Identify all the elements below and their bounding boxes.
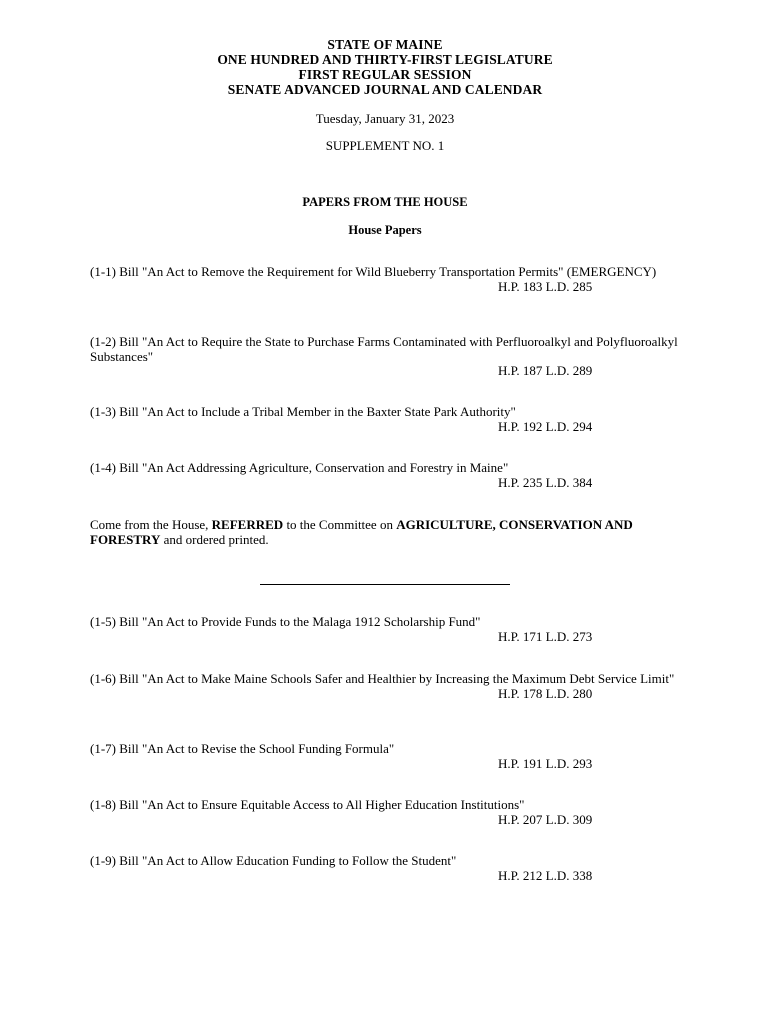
bill-title: (1-6) Bill "An Act to Make Maine Schools Safer and Healthier by Increasing the Maximum Debt Service Limit" bbox=[90, 671, 675, 686]
section-title: PAPERS FROM THE HOUSE bbox=[302, 195, 468, 209]
bill-item bbox=[90, 405, 690, 434]
committee-referral bbox=[90, 517, 690, 547]
bill-item bbox=[90, 798, 690, 827]
bill-reference: H.P. 212 L.D. 338 bbox=[498, 867, 593, 883]
referral-text: to the Committee on bbox=[283, 517, 397, 532]
bill-reference: H.P. 183 L.D. 285 bbox=[498, 278, 593, 294]
bill-reference: H.P. 171 L.D. 273 bbox=[498, 628, 593, 644]
bill-reference: H.P. 178 L.D. 280 bbox=[498, 685, 593, 701]
bill-item bbox=[90, 461, 690, 490]
bill-title: (1-9) Bill "An Act to Allow Education Funding to Follow the Student" bbox=[90, 853, 457, 868]
section-divider bbox=[260, 584, 510, 585]
bill-reference: H.P. 207 L.D. 309 bbox=[498, 811, 593, 827]
supplement-number: SUPPLEMENT NO. 1 bbox=[325, 138, 445, 153]
bill-title: (1-7) Bill "An Act to Revise the School Funding Formula" bbox=[90, 741, 395, 756]
bill-reference: H.P. 191 L.D. 293 bbox=[498, 755, 593, 771]
subsection-title: House Papers bbox=[348, 223, 422, 237]
bill-reference: H.P. 235 L.D. 384 bbox=[498, 474, 593, 490]
bill-title: (1-5) Bill "An Act to Provide Funds to the Malaga 1912 Scholarship Fund" bbox=[90, 614, 481, 629]
bill-title: (1-3) Bill "An Act to Include a Tribal Member in the Baxter State Park Authority" bbox=[90, 404, 516, 419]
referral-text: Come from the House, bbox=[90, 517, 212, 532]
bill-item bbox=[90, 672, 690, 701]
bill-title: (1-8) Bill "An Act to Ensure Equitable Access to All Higher Education Institutions" bbox=[90, 797, 525, 812]
bill-item bbox=[90, 854, 690, 883]
bill-title: (1-1) Bill "An Act to Remove the Requirement for Wild Blueberry Transportation Permits" (EMERGENCY) bbox=[90, 264, 657, 279]
bill-title: (1-2) Bill "An Act to Require the State to Purchase Farms Contaminated with Perfluoroalkyl and Polyfluoroalkyl Substances" bbox=[90, 334, 678, 364]
referral-action: REFERRED bbox=[211, 517, 284, 532]
committee-name: AGRICULTURE, CONSERVATION AND FORESTRY bbox=[90, 517, 633, 547]
bill-title: (1-4) Bill "An Act Addressing Agriculture, Conservation and Forestry in Maine" bbox=[90, 460, 509, 475]
bill-item bbox=[90, 742, 690, 771]
bill-reference: H.P. 187 L.D. 289 bbox=[498, 363, 593, 378]
bill-reference: H.P. 192 L.D. 294 bbox=[498, 418, 593, 434]
journal-date: Tuesday, January 31, 2023 bbox=[315, 111, 455, 126]
referral-text: and ordered printed. bbox=[160, 532, 269, 547]
header-legislature: ONE HUNDRED AND THIRTY-FIRST LEGISLATURE bbox=[217, 52, 553, 67]
bill-item bbox=[90, 615, 690, 644]
bill-item bbox=[90, 265, 690, 294]
header-state: STATE OF MAINE bbox=[327, 37, 443, 52]
header-journal-title: SENATE ADVANCED JOURNAL AND CALENDAR bbox=[227, 82, 543, 97]
header-session: FIRST REGULAR SESSION bbox=[298, 67, 472, 82]
bill-item bbox=[90, 335, 690, 379]
